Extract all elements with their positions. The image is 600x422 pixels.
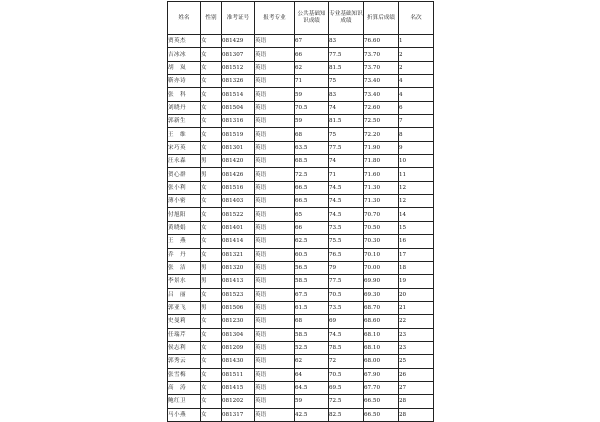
gender-cell: 女: [201, 195, 222, 208]
public-score-cell: 65: [295, 208, 329, 221]
table-row: [168, 235, 434, 248]
total-cell: 70.00: [364, 261, 399, 274]
major-cell: 英语: [255, 235, 295, 248]
public-score-cell: 66.5: [295, 195, 329, 208]
name-cell: 马小燕: [168, 408, 201, 421]
gender-cell: 男: [201, 261, 222, 274]
table-row: [168, 35, 434, 48]
header-pro-score: 专业基础知识成绩: [329, 2, 364, 35]
gender-cell: 女: [201, 208, 222, 221]
pro-score-cell: 76.5: [329, 248, 364, 261]
public-score-cell: 62: [295, 61, 329, 74]
public-score-cell: 59: [295, 395, 329, 408]
public-score-cell: 63.5: [295, 141, 329, 154]
name-cell: 张雪梅: [168, 368, 201, 381]
name-cell: 贾英杰: [168, 35, 201, 48]
exam-id-cell: 081321: [222, 248, 255, 261]
header-major: 报考专业: [255, 2, 295, 35]
pro-score-cell: 71: [329, 168, 364, 181]
pro-score-cell: 81.5: [329, 115, 364, 128]
rank-cell: 9: [399, 141, 434, 154]
public-score-cell: 62: [295, 355, 329, 368]
rank-cell: 12: [399, 181, 434, 194]
major-cell: 英语: [255, 75, 295, 88]
exam-id-cell: 081413: [222, 275, 255, 288]
total-cell: 70.70: [364, 208, 399, 221]
name-cell: 张 科: [168, 88, 201, 101]
total-cell: 71.30: [364, 195, 399, 208]
exam-id-cell: 081429: [222, 35, 255, 48]
gender-cell: 女: [201, 235, 222, 248]
total-cell: 70.50: [364, 221, 399, 234]
pro-score-cell: 72: [329, 355, 364, 368]
total-cell: 71.90: [364, 141, 399, 154]
public-score-cell: 70.5: [295, 101, 329, 114]
name-cell: 靳亦诗: [168, 75, 201, 88]
rank-cell: 17: [399, 248, 434, 261]
exam-id-cell: 081426: [222, 168, 255, 181]
public-score-cell: 62.5: [295, 235, 329, 248]
major-cell: 英语: [255, 275, 295, 288]
gender-cell: 女: [201, 75, 222, 88]
public-score-cell: 67.5: [295, 288, 329, 301]
pro-score-cell: 79: [329, 261, 364, 274]
name-cell: 郭秀云: [168, 355, 201, 368]
major-cell: 英语: [255, 181, 295, 194]
pro-score-cell: 82.5: [329, 408, 364, 421]
gender-cell: 女: [201, 181, 222, 194]
total-cell: 66.50: [364, 408, 399, 421]
table-row: [168, 168, 434, 181]
exam-id-cell: 081506: [222, 301, 255, 314]
gender-cell: 女: [201, 408, 222, 421]
exam-id-cell: 081304: [222, 328, 255, 341]
total-cell: 76.60: [364, 35, 399, 48]
total-cell: 72.20: [364, 128, 399, 141]
rank-cell: 22: [399, 315, 434, 328]
name-cell: 张 洁: [168, 261, 201, 274]
name-cell: 张小利: [168, 181, 201, 194]
pro-score-cell: 70.5: [329, 288, 364, 301]
exam-id-cell: 081415: [222, 381, 255, 394]
table-row: [168, 381, 434, 394]
total-cell: 71.80: [364, 155, 399, 168]
pro-score-cell: 83: [329, 35, 364, 48]
rank-cell: 28: [399, 395, 434, 408]
exam-id-cell: 081523: [222, 288, 255, 301]
major-cell: 英语: [255, 328, 295, 341]
gender-cell: 女: [201, 288, 222, 301]
public-score-cell: 59: [295, 88, 329, 101]
gender-cell: 女: [201, 355, 222, 368]
public-score-cell: 61.5: [295, 301, 329, 314]
rank-cell: 23: [399, 341, 434, 354]
gender-cell: 女: [201, 61, 222, 74]
table-row: [168, 395, 434, 408]
major-cell: 英语: [255, 381, 295, 394]
table-row: [168, 75, 434, 88]
gender-cell: 女: [201, 328, 222, 341]
pro-score-cell: 69.5: [329, 381, 364, 394]
gender-cell: 男: [201, 275, 222, 288]
name-cell: 薄小密: [168, 195, 201, 208]
pro-score-cell: 74.5: [329, 208, 364, 221]
gender-cell: 男: [201, 168, 222, 181]
total-cell: 73.40: [364, 75, 399, 88]
major-cell: 英语: [255, 315, 295, 328]
table-row: [168, 195, 434, 208]
gender-cell: 女: [201, 35, 222, 48]
table-row: [168, 248, 434, 261]
exam-id-cell: 081316: [222, 115, 255, 128]
exam-id-cell: 081307: [222, 48, 255, 61]
rank-cell: 8: [399, 128, 434, 141]
rank-cell: 10: [399, 155, 434, 168]
total-cell: 73.70: [364, 61, 399, 74]
gender-cell: 女: [201, 221, 222, 234]
exam-id-cell: 081202: [222, 395, 255, 408]
header-public-score: 公共基础知识成绩: [295, 2, 329, 35]
pro-score-cell: 81.5: [329, 61, 364, 74]
major-cell: 英语: [255, 288, 295, 301]
name-cell: 贺心群: [168, 168, 201, 181]
header-exam-id: 准考证号: [222, 2, 255, 35]
public-score-cell: 68: [295, 128, 329, 141]
name-cell: 高 涛: [168, 381, 201, 394]
major-cell: 英语: [255, 408, 295, 421]
rank-cell: 16: [399, 235, 434, 248]
name-cell: 胡 岚: [168, 61, 201, 74]
public-score-cell: 67: [295, 35, 329, 48]
rank-cell: 1: [399, 35, 434, 48]
exam-id-cell: 081403: [222, 195, 255, 208]
table-row: [168, 261, 434, 274]
rank-cell: 23: [399, 328, 434, 341]
public-score-cell: 66.5: [295, 181, 329, 194]
gender-cell: 女: [201, 381, 222, 394]
exam-id-cell: 081326: [222, 75, 255, 88]
exam-id-cell: 081414: [222, 235, 255, 248]
name-cell: 史曼莉: [168, 315, 201, 328]
pro-score-cell: 75: [329, 128, 364, 141]
rank-cell: 14: [399, 208, 434, 221]
table-row: [168, 208, 434, 221]
total-cell: 68.10: [364, 328, 399, 341]
major-cell: 英语: [255, 261, 295, 274]
table-row: [168, 408, 434, 421]
gender-cell: 女: [201, 88, 222, 101]
total-cell: 68.70: [364, 301, 399, 314]
table-row: [168, 181, 434, 194]
total-cell: 73.40: [364, 88, 399, 101]
rank-cell: 11: [399, 168, 434, 181]
pro-score-cell: 74.5: [329, 195, 364, 208]
gender-cell: 女: [201, 48, 222, 61]
public-score-cell: 58.5: [295, 275, 329, 288]
exam-id-cell: 081514: [222, 88, 255, 101]
rank-cell: 7: [399, 115, 434, 128]
name-cell: 汪永森: [168, 155, 201, 168]
exam-id-cell: 081522: [222, 208, 255, 221]
name-cell: 任瑞芹: [168, 328, 201, 341]
major-cell: 英语: [255, 141, 295, 154]
name-cell: 郭新生: [168, 115, 201, 128]
major-cell: 英语: [255, 35, 295, 48]
rank-cell: 28: [399, 408, 434, 421]
table-row: [168, 155, 434, 168]
name-cell: 王 维: [168, 128, 201, 141]
major-cell: 英语: [255, 248, 295, 261]
public-score-cell: 60.5: [295, 248, 329, 261]
total-cell: 68.00: [364, 355, 399, 368]
rank-cell: 25: [399, 355, 434, 368]
exam-id-cell: 081512: [222, 61, 255, 74]
name-cell: 黄晓娟: [168, 221, 201, 234]
public-score-cell: 64.5: [295, 381, 329, 394]
pro-score-cell: 74.5: [329, 181, 364, 194]
rank-cell: 6: [399, 101, 434, 114]
gender-cell: 男: [201, 155, 222, 168]
name-cell: 刘晓丹: [168, 101, 201, 114]
table-row: [168, 61, 434, 74]
name-cell: 吉冰冰: [168, 48, 201, 61]
rank-cell: 4: [399, 75, 434, 88]
pro-score-cell: 75.5: [329, 235, 364, 248]
gender-cell: 女: [201, 128, 222, 141]
total-cell: 67.70: [364, 381, 399, 394]
table-row: [168, 368, 434, 381]
pro-score-cell: 74: [329, 155, 364, 168]
public-score-cell: 68: [295, 315, 329, 328]
name-cell: 付旭阳: [168, 208, 201, 221]
name-cell: 王 燕: [168, 235, 201, 248]
pro-score-cell: 72.5: [329, 395, 364, 408]
gender-cell: 女: [201, 315, 222, 328]
table-header-row: [168, 2, 434, 35]
pro-score-cell: 74.5: [329, 328, 364, 341]
exam-id-cell: 081504: [222, 101, 255, 114]
table-row: [168, 328, 434, 341]
total-cell: 71.60: [364, 168, 399, 181]
header-total: 折算后成绩: [364, 2, 399, 35]
exam-id-cell: 081511: [222, 368, 255, 381]
total-cell: 72.50: [364, 115, 399, 128]
public-score-cell: 64: [295, 368, 329, 381]
public-score-cell: 52.5: [295, 341, 329, 354]
exam-id-cell: 081401: [222, 221, 255, 234]
public-score-cell: 56.5: [295, 261, 329, 274]
rank-cell: 27: [399, 381, 434, 394]
major-cell: 英语: [255, 115, 295, 128]
total-cell: 68.10: [364, 341, 399, 354]
table-body: [168, 35, 434, 422]
table-row: [168, 128, 434, 141]
major-cell: 英语: [255, 368, 295, 381]
score-table: [167, 1, 434, 422]
table-row: [168, 88, 434, 101]
pro-score-cell: 77.5: [329, 141, 364, 154]
name-cell: 郭亚飞: [168, 301, 201, 314]
table-row: [168, 355, 434, 368]
total-cell: 73.70: [364, 48, 399, 61]
total-cell: 72.60: [364, 101, 399, 114]
exam-id-cell: 081516: [222, 181, 255, 194]
total-cell: 67.90: [364, 368, 399, 381]
name-cell: 吕 丽: [168, 288, 201, 301]
major-cell: 英语: [255, 101, 295, 114]
public-score-cell: 68.5: [295, 155, 329, 168]
major-cell: 英语: [255, 155, 295, 168]
total-cell: 69.30: [364, 288, 399, 301]
table-row: [168, 115, 434, 128]
table-row: [168, 221, 434, 234]
total-cell: 71.30: [364, 181, 399, 194]
rank-cell: 21: [399, 301, 434, 314]
exam-id-cell: 081230: [222, 315, 255, 328]
exam-id-cell: 081320: [222, 261, 255, 274]
pro-score-cell: 73.5: [329, 221, 364, 234]
rank-cell: 2: [399, 48, 434, 61]
major-cell: 英语: [255, 221, 295, 234]
table-row: [168, 288, 434, 301]
pro-score-cell: 73.5: [329, 301, 364, 314]
exam-id-cell: 081420: [222, 155, 255, 168]
gender-cell: 女: [201, 395, 222, 408]
total-cell: 66.50: [364, 395, 399, 408]
major-cell: 英语: [255, 208, 295, 221]
gender-cell: 女: [201, 341, 222, 354]
major-cell: 英语: [255, 341, 295, 354]
name-cell: 宋巧英: [168, 141, 201, 154]
exam-id-cell: 081209: [222, 341, 255, 354]
major-cell: 英语: [255, 61, 295, 74]
major-cell: 英语: [255, 301, 295, 314]
pro-score-cell: 74: [329, 101, 364, 114]
table-row: [168, 341, 434, 354]
table-row: [168, 48, 434, 61]
gender-cell: 女: [201, 368, 222, 381]
rank-cell: 26: [399, 368, 434, 381]
major-cell: 英语: [255, 168, 295, 181]
rank-cell: 12: [399, 195, 434, 208]
total-cell: 68.60: [364, 315, 399, 328]
gender-cell: 女: [201, 101, 222, 114]
gender-cell: 男: [201, 301, 222, 314]
public-score-cell: 71: [295, 75, 329, 88]
major-cell: 英语: [255, 88, 295, 101]
rank-cell: 15: [399, 221, 434, 234]
table-row: [168, 275, 434, 288]
name-cell: 乔 丹: [168, 248, 201, 261]
table-row: [168, 141, 434, 154]
public-score-cell: 59: [295, 115, 329, 128]
major-cell: 英语: [255, 128, 295, 141]
name-cell: 鲍红卫: [168, 395, 201, 408]
rank-cell: 20: [399, 288, 434, 301]
header-rank: 名次: [399, 2, 434, 35]
pro-score-cell: 75: [329, 75, 364, 88]
name-cell: 李景水: [168, 275, 201, 288]
public-score-cell: 42.5: [295, 408, 329, 421]
major-cell: 英语: [255, 395, 295, 408]
public-score-cell: 66: [295, 48, 329, 61]
total-cell: 70.30: [364, 235, 399, 248]
gender-cell: 女: [201, 141, 222, 154]
pro-score-cell: 70.5: [329, 368, 364, 381]
exam-id-cell: 081430: [222, 355, 255, 368]
rank-cell: 19: [399, 275, 434, 288]
rank-cell: 18: [399, 261, 434, 274]
table-row: [168, 301, 434, 314]
exam-id-cell: 081317: [222, 408, 255, 421]
pro-score-cell: 69: [329, 315, 364, 328]
public-score-cell: 66: [295, 221, 329, 234]
gender-cell: 女: [201, 248, 222, 261]
public-score-cell: 58.5: [295, 328, 329, 341]
total-cell: 70.10: [364, 248, 399, 261]
public-score-cell: 72.5: [295, 168, 329, 181]
exam-id-cell: 081301: [222, 141, 255, 154]
major-cell: 英语: [255, 48, 295, 61]
pro-score-cell: 78.5: [329, 341, 364, 354]
table-row: [168, 101, 434, 114]
gender-cell: 女: [201, 115, 222, 128]
major-cell: 英语: [255, 355, 295, 368]
pro-score-cell: 83: [329, 88, 364, 101]
major-cell: 英语: [255, 195, 295, 208]
rank-cell: 4: [399, 88, 434, 101]
name-cell: 侯志利: [168, 341, 201, 354]
pro-score-cell: 77.5: [329, 275, 364, 288]
pro-score-cell: 77.5: [329, 48, 364, 61]
table-row: [168, 315, 434, 328]
exam-id-cell: 081519: [222, 128, 255, 141]
header-name: 姓名: [168, 2, 201, 35]
header-gender: 性别: [201, 2, 222, 35]
rank-cell: 2: [399, 61, 434, 74]
total-cell: 69.90: [364, 275, 399, 288]
